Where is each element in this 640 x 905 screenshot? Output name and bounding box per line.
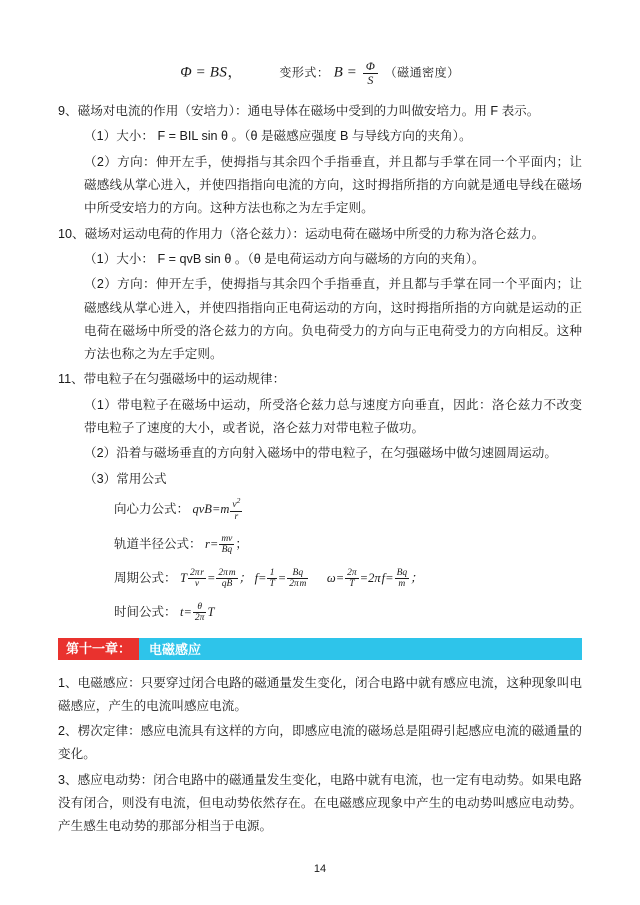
flux-symbol: Φ bbox=[180, 64, 193, 81]
equals-sign-1: = bbox=[196, 64, 206, 81]
formula-time-num: θ bbox=[193, 602, 207, 613]
paragraph-item-9-2: （2）方向：伸开左手，使拇指与其余四个手指垂直，并且都与手掌在同一个平面内；让磁感线从掌心进入，并使四指指向电流的方向，这时拇指所指的方向就是通电导线在磁场中所受安培力的方向。这种方法也称之为左手定则。 bbox=[84, 154, 582, 216]
equals-sign-2: = bbox=[347, 64, 357, 81]
formula-centripetal-lhs: qvB bbox=[192, 501, 212, 516]
comma-1: ， bbox=[227, 64, 243, 81]
chapter-title: 电磁感应 bbox=[149, 642, 202, 658]
omega-fraction-2: $\frac{Bq}{m}$ bbox=[396, 567, 408, 590]
formula-radius-fraction bbox=[219, 534, 234, 556]
paragraph-em-3: 3、感应电动势：闭合电路中的磁通量发生变化，电路中就有电流，也一定有电动势。如果电路没有闭合，则没有电流，但电动势依然存在。在电磁感应现象中产生的电动势叫感应电动势。产生感生电动势的那部分相当于电源。 bbox=[58, 772, 582, 834]
paragraph-item-10-2: （2）方向：伸开左手，使拇指与其余四个手指垂直，并且都与手掌在同一个平面内；让磁感线从掌心进入，并使四指指向正电荷运动的方向，这时拇指所指的方向就是运动的正电荷在磁场中所受的洛仑兹力的方向。负电荷受力的方向与正电荷受力的方向相反。这种方法也称之为左手定则。 bbox=[84, 277, 582, 362]
formula-radius-num: mv bbox=[221, 533, 233, 544]
paragraph-em-1: 1、电磁感应：只要穿过闭合电路的磁通量发生变化，闭合电路中就有感应电流，这种现象叫电磁感应，产生的电流叫感应电流。 bbox=[58, 675, 582, 713]
fraction-denominator: S bbox=[367, 72, 374, 87]
paragraph-item-9-1: （1）大小： F = BIL sin θ 。（θ 是磁感应强度 B 与导线方向的夹角）。 bbox=[84, 129, 472, 144]
chapter-banner bbox=[58, 638, 582, 660]
formula-period: 周期公式： T $\frac{\text{2π r}}{v}$ = $\frac{\text{2π m}}{qB}$ ； f= $\frac{1}{T}$ = $\frac{Bq}{\text{2π m}}$ ω= $\frac{2\pi}{T}$ =2π f= $\frac{Bq}{m}$ ； bbox=[114, 567, 423, 590]
formula-time-label: 时间公式： bbox=[114, 604, 177, 619]
frequency-fraction-2: $\frac{Bq}{\text{2π m}}$ bbox=[289, 567, 307, 590]
paragraph-item-11-3: （3）常用公式 bbox=[84, 471, 167, 486]
formula-centripetal-fraction bbox=[230, 497, 242, 522]
paragraph-item-9: 9、磁场对电流的作用（安培力）：通电导体在磁场中受到的力叫做安培力。用 F 表示。 bbox=[58, 104, 540, 119]
frequency-fraction-1: $\frac{1}{T}$ bbox=[269, 567, 275, 590]
formula-time-den: 2π bbox=[194, 613, 205, 624]
transform-label: 变形式： bbox=[279, 65, 330, 80]
formula-list bbox=[58, 497, 582, 624]
paragraph-item-11-2: （2）沿着与磁场垂直的方向射入磁场中的带电粒子，在匀强磁场中做匀速圆周运动。 bbox=[84, 446, 557, 461]
formula-radius bbox=[114, 534, 582, 556]
paragraph-item-11: 11、带电粒子在匀强磁场中的运动规律： bbox=[58, 372, 286, 387]
paragraph-item-10: 10、磁场对运动电荷的作用力（洛仑兹力）：运动电荷在磁场中所受的力称为洛仑兹力。 bbox=[58, 226, 545, 241]
formula-radius-den: Bq bbox=[221, 545, 233, 556]
formula-time bbox=[114, 602, 582, 624]
period-fraction-1: $\frac{\text{2π r}}{v}$ bbox=[189, 567, 204, 590]
formula-centripetal-m: m bbox=[220, 501, 230, 516]
formula-time-eq: = bbox=[183, 604, 192, 619]
flux-density-note: （磁通密度） bbox=[384, 65, 460, 80]
formula-centripetal-label: 向心力公式： bbox=[114, 501, 190, 516]
paragraph-item-10-1: （1）大小： F = qvB sin θ 。（θ 是电荷运动方向与磁场的方向的夹角）。 bbox=[84, 251, 485, 266]
formula-radius-lhs: r bbox=[205, 537, 210, 552]
paragraph-em-2: 2、楞次定律：感应电流具有这样的方向，即感应电流的磁场总是阻碍引起感应电流的磁通量的变化。 bbox=[58, 724, 582, 762]
formula-radius-label: 轨道半径公式： bbox=[114, 537, 202, 552]
formula-period-label: 周期公式： bbox=[114, 571, 177, 586]
page-number: 14 bbox=[313, 863, 327, 875]
formula-radius-eq: = bbox=[209, 537, 219, 552]
chapter-number-label: 第十一章： bbox=[58, 638, 139, 660]
formula-centripetal-den: r bbox=[234, 511, 239, 522]
top-formula bbox=[58, 60, 582, 86]
fraction-numerator: Φ bbox=[363, 60, 379, 74]
formula-centripetal bbox=[114, 497, 582, 522]
formula-centripetal-num: $v^2$ bbox=[232, 495, 241, 511]
b-symbol: B bbox=[333, 64, 344, 81]
paragraph-item-11-1: （1）带电粒子在磁场中运动，所受洛仑兹力总与速度方向垂直，因此：洛仑兹力不改变带电粒子了速度的大小，或者说，洛仑兹力对带电粒子做功。 bbox=[84, 397, 582, 436]
formula-time-fraction bbox=[193, 602, 207, 624]
formula-time-tail: T bbox=[207, 604, 215, 619]
formula-time-lhs: t bbox=[180, 604, 184, 619]
bs-expression: BS bbox=[209, 64, 228, 81]
formula-radius-tail: ； bbox=[235, 537, 248, 552]
omega-fraction-1: $\frac{2\pi}{T}$ bbox=[347, 567, 357, 590]
period-fraction-2: $\frac{\text{2π m}}{qB}$ bbox=[218, 567, 236, 590]
formula-centripetal-eq: = bbox=[211, 501, 221, 516]
flux-over-area-fraction bbox=[363, 60, 379, 86]
